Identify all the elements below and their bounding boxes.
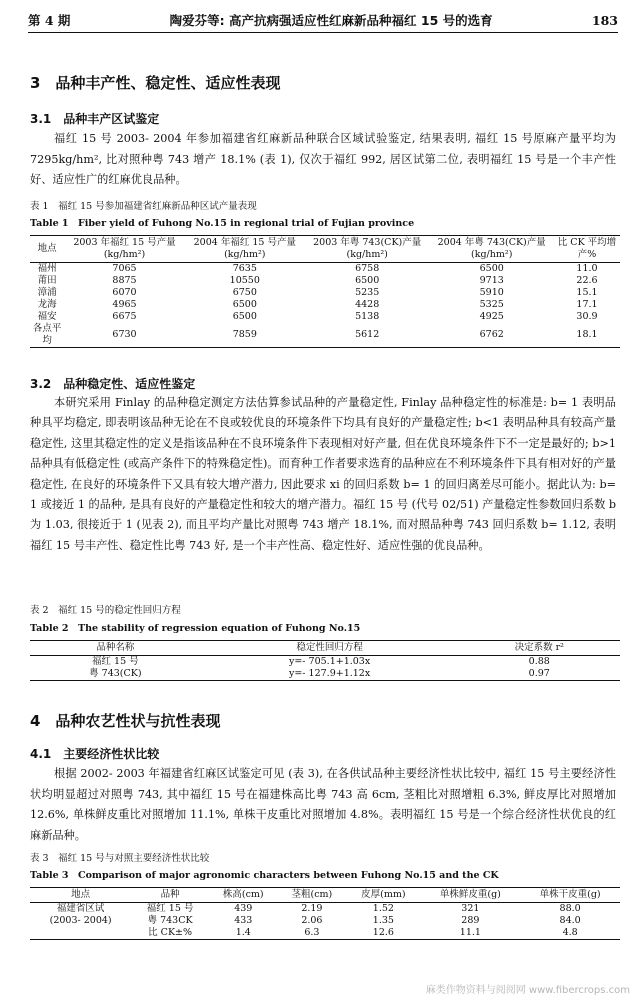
- table-1-cell: 10550: [229, 275, 260, 286]
- table-1-cell: 4965: [112, 299, 137, 310]
- table-3-cell: 289: [461, 915, 480, 926]
- table-2-header-cell: 稳定性回归方程: [201, 641, 459, 656]
- table-1-header-cell: 地点: [30, 236, 64, 263]
- table-2-header-cell: 品种名称: [30, 641, 201, 656]
- table-1-row: [30, 299, 620, 311]
- table-1-row: [30, 287, 620, 299]
- table-1-row: [30, 323, 620, 348]
- table-3-cell: 11.1: [421, 927, 521, 940]
- table-2-cell: 0.88: [528, 656, 550, 667]
- table-1-cell: 漳浦: [37, 287, 57, 298]
- table-1-cell: 30.9: [576, 311, 598, 322]
- table-3-row: [30, 927, 620, 940]
- table-3-cell: 1.35: [372, 915, 394, 926]
- table-1-caption-en: Table 1 Fiber yield of Fuhong No.15 in regional trial of Fujian province: [30, 218, 415, 229]
- table-1-cell: 龙海: [37, 299, 57, 310]
- table-2-cell: 福红 15 号: [92, 656, 139, 667]
- issue-number: 第 4 期: [28, 13, 71, 28]
- table-1-cell: 18.1: [554, 323, 620, 348]
- table-1-header-cell: 2004 年粤 743(CK)产量(kg/hm²): [429, 236, 554, 263]
- table-1-cell: 5612: [305, 323, 430, 348]
- table-1-cell: 6500: [355, 275, 380, 286]
- watermark: 麻类作物资料与阅阅网 www.fibercrops.com: [425, 985, 630, 996]
- section-4-title: 4 品种农艺性状与抗性表现: [30, 712, 221, 730]
- table-1-cell: 11.0: [576, 263, 598, 274]
- section-3-2-paragraph: 本研究采用 Finlay 的品种稳定测定方法估算参试品种的产量稳定性, Finlay 品种稳定性的标准是: b= 1 表明品种具平均稳定, 即表明该品种无论在不良或较优良的环境条件下均具有良好的产量稳定性; b<1 表明品种具有较高产量稳定性, 这里其稳定性的定义是指该品种在不良环境条件下表现相对好产量, 但在优良环境条件下不一定是最好的; b>1 品种具有低稳定性 (或高产条件下的特殊稳定性)。而育种工作者要求选育的品种应在不利环境条件下具有相对好的产量稳定性, 在良好的环境条件下又具有较大增产潜力, 因此要求 xi 的回归系数 b= 1 的回归离差尽可能小。据此认为: b= 1 或接近 1 的品种, 是具有良好的产量稳定性和较大的增产潜力。福红 15 号 (代号 02/51) 产量稳定性参数回归系数 b 为 1.03, 很接近于 1 (见表 2), 而且平均产量比对照粤 743 增产 18.1%, 而对照品种粤 743 回归系数 b= 1.12, 表明福红 15 号丰产性、稳定性比粤 743 好, 是一个丰产性高、稳定性好、适应性强的优良品种。: [30, 396, 616, 552]
- table-2-caption-en: Table 2 The stability of regression equation of Fuhong No.15: [30, 623, 361, 634]
- table-3: [30, 887, 620, 940]
- table-3-cell: 439: [234, 903, 253, 914]
- table-3-caption-cn: 表 3 福红 15 号与对照主要经济性状比较: [30, 853, 210, 864]
- table-1: [30, 235, 620, 348]
- table-2-cell: y=- 127.9+1.12x: [201, 668, 459, 681]
- table-2-cell: 粤 743(CK): [30, 668, 201, 681]
- table-3-cell: 321: [461, 903, 480, 914]
- table-3-empty-cell: [30, 927, 131, 940]
- table-1-cell: 8875: [112, 275, 137, 286]
- table-3-cell: 福红 15 号: [146, 903, 194, 914]
- table-1-cell: 6750: [232, 287, 257, 298]
- table-1-cell: 22.6: [576, 275, 598, 286]
- table-1-header-cell: 比 CK 平均增产%: [554, 236, 620, 263]
- table-1-cell: 莆田: [37, 275, 57, 286]
- table-3-cell: 4.8: [520, 927, 620, 940]
- table-3-row: [30, 903, 620, 916]
- table-3-cell: 粤 743CK: [147, 915, 193, 926]
- table-3-header-cell: 地点: [30, 888, 131, 903]
- table-3-cell: 1.52: [372, 903, 394, 914]
- table-1-cell: 6070: [112, 287, 137, 298]
- table-1-row: [30, 311, 620, 323]
- table-1-cell: 6758: [355, 263, 380, 274]
- table-3-header-cell: 品种: [131, 888, 209, 903]
- table-1-header-cell: 2004 年福红 15 号产量(kg/hm²): [185, 236, 305, 263]
- table-1-caption-cn: 表 1 福红 15 号参加福建省红麻新品种区试产量表现: [30, 201, 257, 212]
- table-3-cell: 1.4: [209, 927, 278, 940]
- table-1-cell: 6675: [112, 311, 137, 322]
- table-3-cell: 2.06: [301, 915, 323, 926]
- table-3-location-cell: 福建省区试: [56, 903, 105, 914]
- table-2: [30, 640, 620, 681]
- table-3-header-cell: 茎粗(cm): [278, 888, 347, 903]
- table-1-header-cell: 2003 年粤 743(CK)产量(kg/hm²): [305, 236, 430, 263]
- table-1-cell: 6500: [232, 299, 257, 310]
- section-3-1-title: 3.1 品种丰产区试鉴定: [30, 112, 160, 126]
- table-2-caption-cn: 表 2 福红 15 号的稳定性回归方程: [30, 605, 181, 616]
- section-4-1-paragraph: 根据 2002- 2003 年福建省红麻区试鉴定可见 (表 3), 在各供试品种主要经济性状比较中, 福红 15 号主要经济性状均明显超过对照粤 743, 其中福红 15 号在福建株高比粤 743 高 6cm, 茎粗比对照增粗 6.3%, 鲜皮厚比对照增加 12.6%, 单株鲜皮重比对照增加 11.1%, 单株干皮重比对照增加 4.8%。表明福红 15 号是一个综合经济性状优良的红麻新品种。: [30, 767, 616, 842]
- table-2-cell: y=- 705.1+1.03x: [288, 656, 371, 667]
- table-2-row: [30, 668, 620, 681]
- table-1-cell: 7859: [185, 323, 305, 348]
- table-3-row: [30, 915, 620, 927]
- table-1-cell: 6730: [64, 323, 184, 348]
- table-1-cell: 7635: [232, 263, 257, 274]
- section-4-1-title: 4.1 主要经济性状比较: [30, 747, 160, 761]
- table-2-header-cell: 决定系数 r²: [459, 641, 620, 656]
- page-number: 183: [591, 12, 618, 28]
- table-3-cell: 84.0: [559, 915, 581, 926]
- table-3-header-cell: 皮厚(mm): [346, 888, 420, 903]
- section-3-title: 3 品种丰产性、稳定性、适应性表现: [30, 74, 281, 92]
- table-3-location-cell: (2003- 2004): [49, 915, 112, 926]
- table-3-cell: 比 CK±%: [131, 927, 209, 940]
- table-3-header-cell: 株高(cm): [209, 888, 278, 903]
- table-1-cell: 5325: [479, 299, 504, 310]
- table-3-cell: 2.19: [301, 903, 323, 914]
- table-1-cell: 6500: [479, 263, 504, 274]
- table-1-cell: 6762: [429, 323, 554, 348]
- table-3-header-cell: 单株鲜皮重(g): [421, 888, 521, 903]
- running-header: [28, 8, 618, 33]
- running-title: 陶爱芬等: 高产抗病强适应性红麻新品种福红 15 号的选育: [169, 13, 493, 28]
- section-3-2-title: 3.2 品种稳定性、适应性鉴定: [30, 377, 196, 391]
- table-1-cell: 4925: [479, 311, 504, 322]
- table-3-cell: 88.0: [559, 903, 581, 914]
- table-1-row: [30, 263, 620, 276]
- table-3-caption-en: Table 3 Comparison of major agronomic characters between Fuhong No.15 and the CK: [30, 870, 499, 881]
- table-1-cell: 各点平均: [30, 323, 64, 348]
- table-3-header-cell: 单株干皮重(g): [520, 888, 620, 903]
- table-3-cell: 12.6: [346, 927, 420, 940]
- table-1-cell: 4428: [355, 299, 380, 310]
- table-3-cell: 6.3: [278, 927, 347, 940]
- table-1-cell: 5138: [355, 311, 380, 322]
- table-1-cell: 15.1: [576, 287, 598, 298]
- section-3-1-paragraph: 福红 15 号 2003- 2004 年参加福建省红麻新品种联合区域试验鉴定, 结果表明, 福红 15 号原麻产量平均为 7295kg/hm², 比对照种粤 743 增产 18.1% (表 1), 仅次于福红 992, 居区试第二位, 表明福红 15 号是一个丰产性好、适应性广的红麻优良品种。: [30, 132, 616, 186]
- table-1-cell: 6500: [232, 311, 257, 322]
- table-1-cell: 7065: [112, 263, 137, 274]
- table-1-cell: 福安: [37, 311, 57, 322]
- table-1-header-cell: 2003 年福红 15 号产量(kg/hm²): [64, 236, 184, 263]
- table-1-cell: 5910: [479, 287, 504, 298]
- table-1-row: [30, 275, 620, 287]
- table-2-cell: 0.97: [459, 668, 620, 681]
- table-1-cell: 5235: [355, 287, 380, 298]
- table-3-cell: 433: [234, 915, 253, 926]
- table-1-cell: 17.1: [576, 299, 598, 310]
- table-1-cell: 福州: [37, 263, 57, 274]
- table-2-row: [30, 656, 620, 669]
- table-1-cell: 9713: [479, 275, 504, 286]
